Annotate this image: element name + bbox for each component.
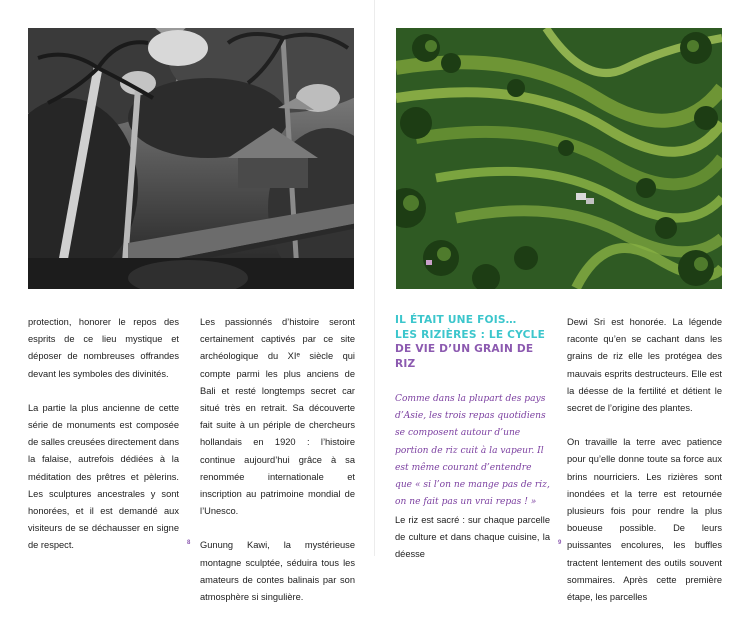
right-page bbox=[375, 0, 750, 603]
paragraph: Les passionnés d’histoire seront certainement captivés par ce site archéologique du XIᵉ siècle qui compte parmi les plus anciens de Bali et resté longtemps secret car situé très en retrait. Sa découverte fait suite à un périple de chercheurs hollandais en 1920 : l’histoire continue aujourd’hui grâce à sa renommée internationale et inscription au patrimoine mondial de l’Unesco. bbox=[200, 317, 355, 517]
jungle-temple-photo bbox=[28, 28, 354, 289]
title-line-3: DE VIE D’UN GRAIN DE RIZ bbox=[395, 343, 534, 370]
paragraph: protection, honorer le repos des esprits de ce lieu mystique et déposer de nombreuses offrandes devant les symboles des divinités. bbox=[28, 317, 179, 379]
page-number: 9 bbox=[558, 540, 562, 546]
paragraph: Le riz est sacré : sur chaque parcelle de culture et dans chaque cuisine, la déesse bbox=[395, 515, 550, 560]
paragraph: La partie la plus ancienne de cette série de monuments est composée de salles creusées directement dans la falaise, autrefois dédiées à la méditation des prêtres et pèlerins. Les sculptures ancestrales y sont honorées, et il est demandé aux visiteurs de se déchausser en signe de respect. bbox=[28, 402, 179, 551]
title-line-1: IL ÉTAIT UNE FOIS… bbox=[395, 314, 517, 326]
intro-paragraph: Comme dans la plupart des pays d’Asie, les trois repas quotidiens se composent autour d’une portion de riz cuit à la vapeur. Il est même courant d’entendre que « si l’on ne mange pas de riz, on ne fait pas un vrai repas ! » bbox=[395, 394, 550, 508]
page-number: 8 bbox=[187, 540, 191, 546]
paragraph: Gunung Kawi, la mystérieuse montagne sculptée, séduira tous les amateurs de contes balinais par son atmosphère si singulière. bbox=[200, 540, 355, 603]
title-line-2: LES RIZIÈRES : LE CYCLE bbox=[395, 328, 546, 341]
left-page bbox=[0, 0, 375, 603]
left-text-column-2 bbox=[200, 314, 355, 623]
right-text-column-1 bbox=[395, 512, 550, 581]
section-title bbox=[395, 313, 545, 371]
rice-terraces-photo bbox=[396, 28, 722, 289]
paragraph: On travaille la terre avec patience pour qu’elle donne toute sa force aux brins nourriciers. Les rizières sont inondées et la terre est retournée plusieurs fois pour rendre la plus boueuse possible. De leurs puissantes encolures, les buffles tractent lentement des outils souvent sommaires. Après cette première étape, les parcelles bbox=[567, 437, 722, 603]
left-text-column-1 bbox=[28, 314, 179, 572]
paragraph: Dewi Sri est honorée. La légende raconte qu’en se cachant dans les grains de riz elle les protégea des mauvais esprits destructeurs. Elle est la déesse de la fertilité et détient le secret de l’origine des plantes. bbox=[567, 317, 722, 414]
right-text-column-2 bbox=[567, 314, 722, 623]
